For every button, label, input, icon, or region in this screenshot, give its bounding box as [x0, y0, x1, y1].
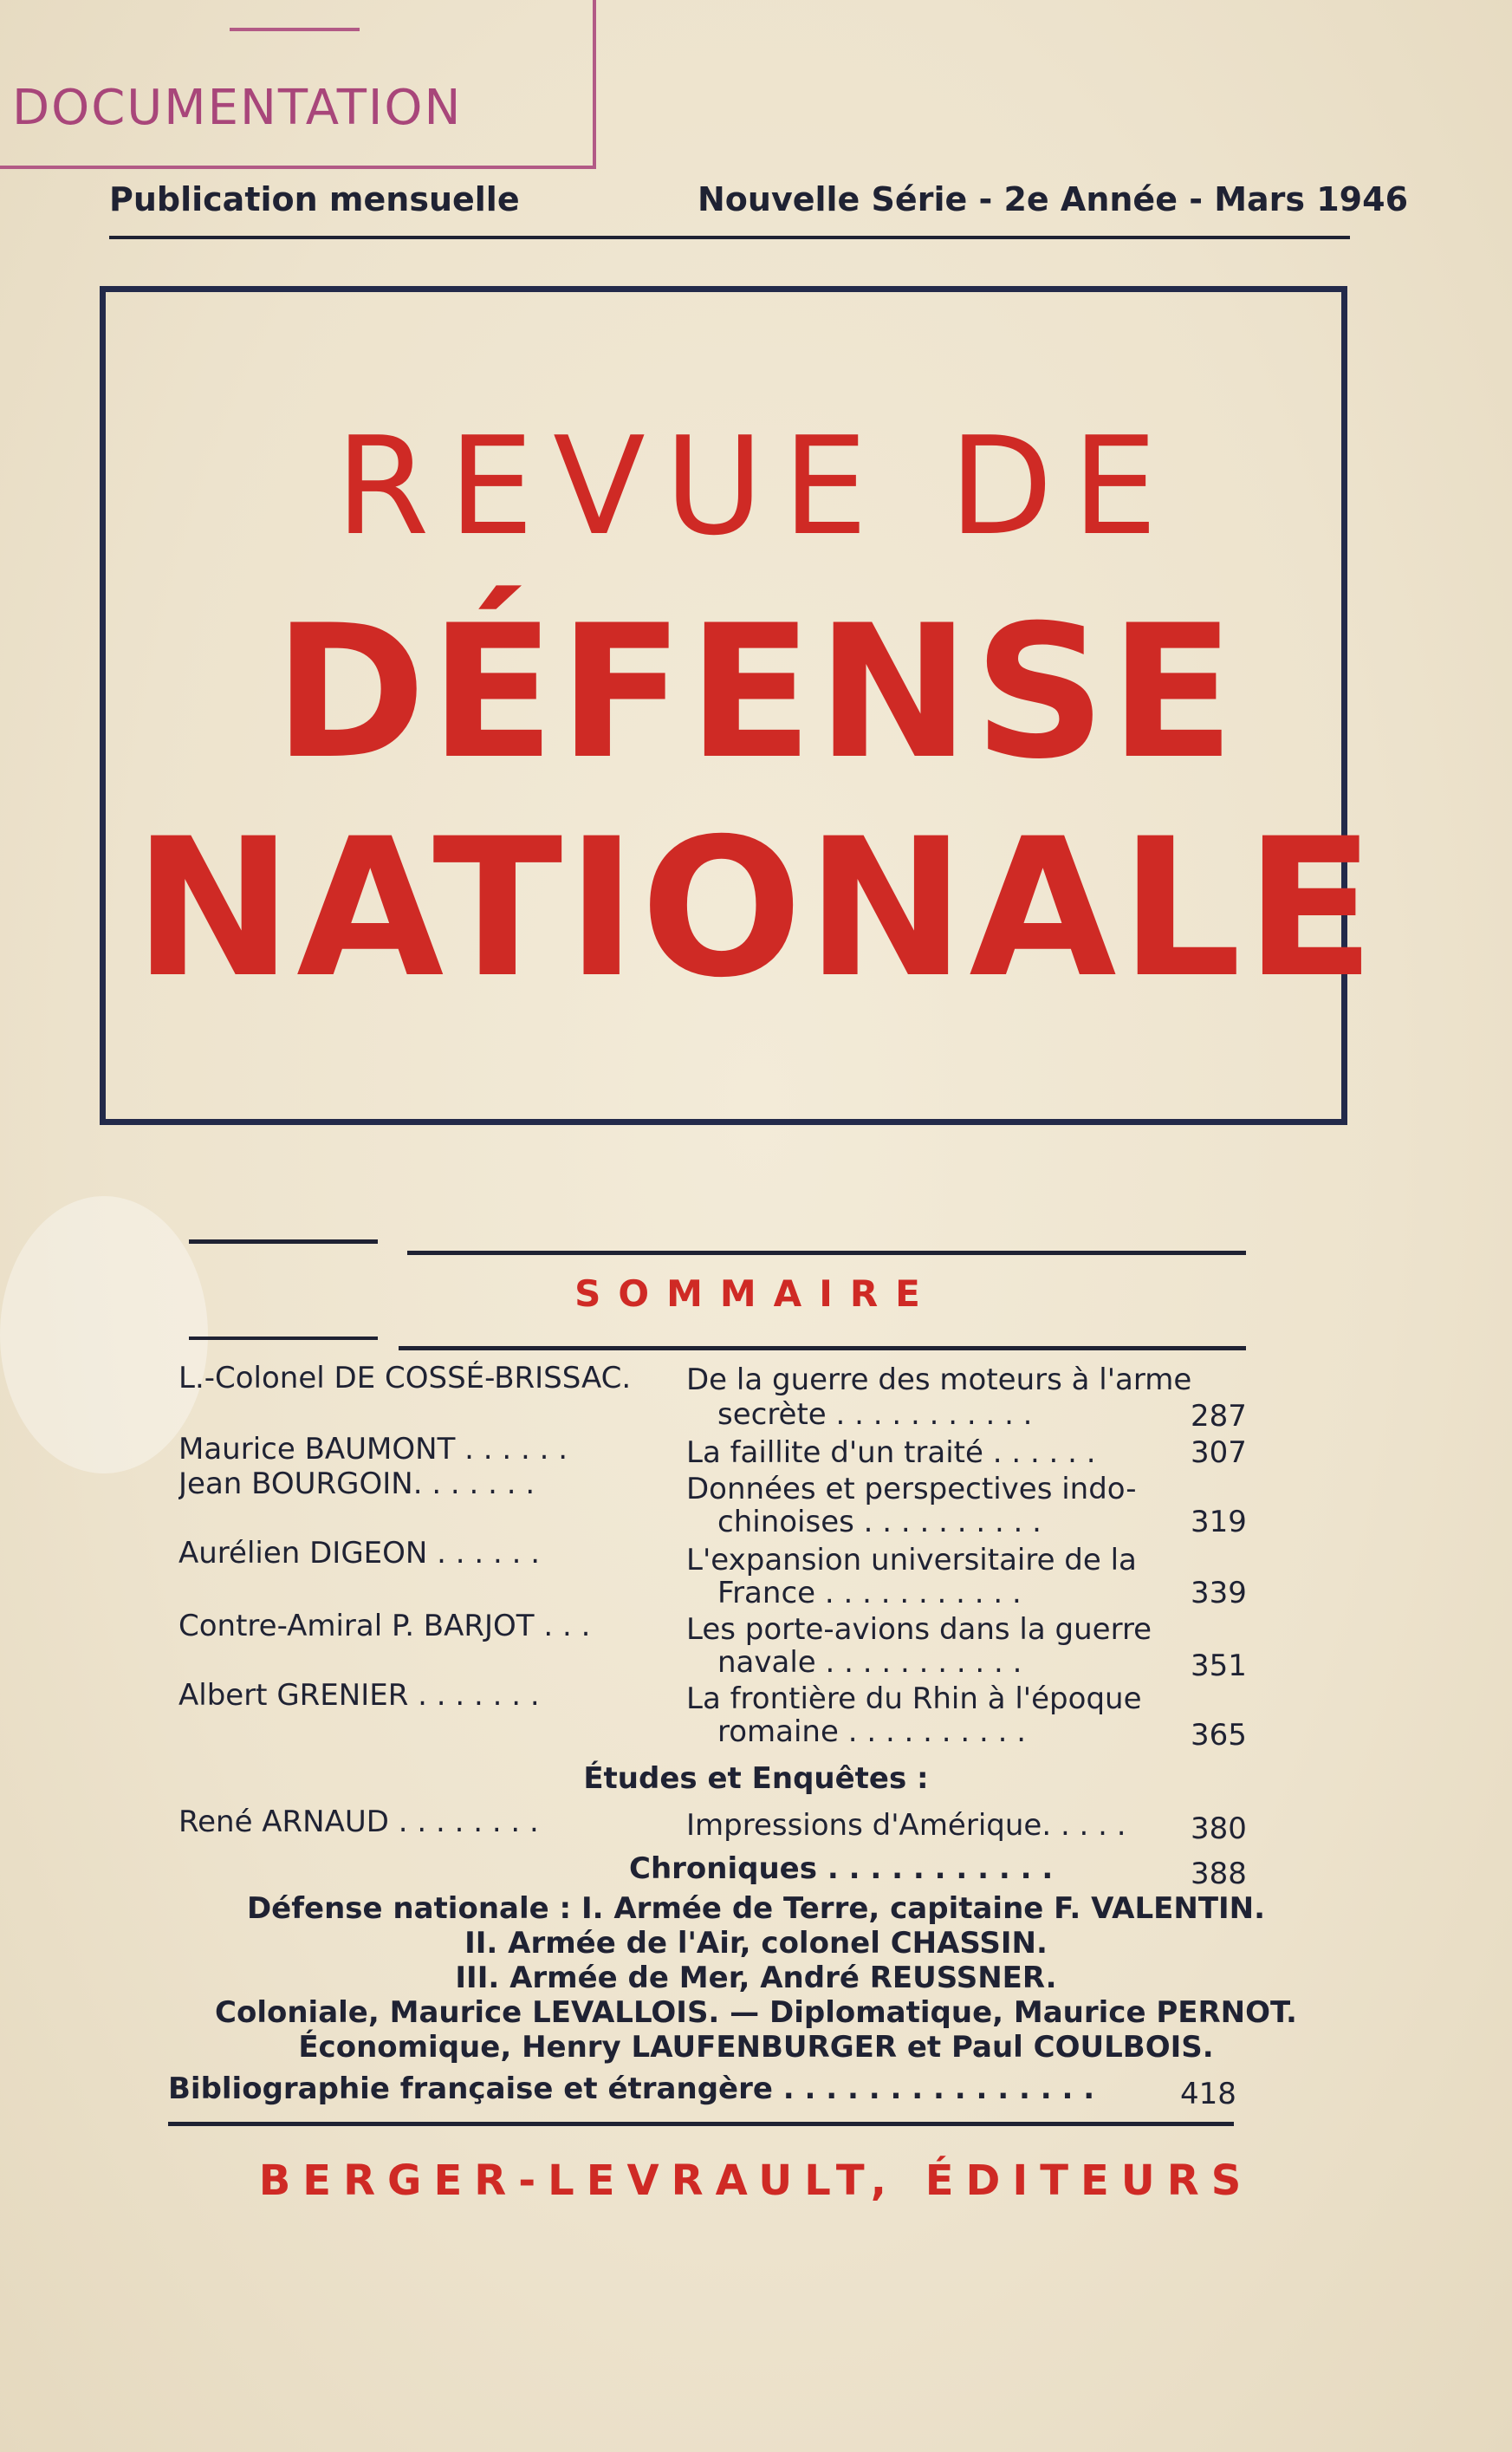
bibliographie-label: Bibliographie française et étrangère . . . . . . . . . . . . . . .: [168, 2072, 1095, 2106]
title-line-2: DÉFENSE: [273, 585, 1239, 799]
toc-title-cont: romaine . . . . . . . . . .: [717, 1714, 1027, 1749]
toc-title: L'expansion universitaire de la: [686, 1543, 1137, 1577]
toc-page: 380: [1191, 1811, 1247, 1846]
chroniques-label: Chroniques . . . . . . . . . . .: [629, 1851, 1054, 1886]
toc-author: Albert GRENIER . . . . . . .: [178, 1678, 540, 1713]
paper-stain: [0, 1196, 208, 1473]
toc-title: Les porte-avions dans la guerre: [686, 1612, 1152, 1647]
toc-author: Aurélien DIGEON . . . . . .: [178, 1536, 541, 1571]
toc-author: Contre-Amiral P. BARJOT . . .: [178, 1609, 591, 1643]
title-line-1: REVUE DE: [335, 407, 1177, 565]
toc-title-cont: France . . . . . . . . . . .: [717, 1576, 1022, 1610]
chroniques-line: III. Armée de Mer, André REUSSNER.: [455, 1961, 1057, 1995]
publisher: BERGER-LEVRAULT, ÉDITEURS: [258, 2156, 1254, 2205]
toc-title-cont: chinoises . . . . . . . . . .: [717, 1505, 1042, 1539]
toc-page: 339: [1191, 1576, 1247, 1610]
issue-info: Nouvelle Série - 2e Année - Mars 1946: [698, 180, 1409, 218]
toc-page: 319: [1191, 1505, 1247, 1539]
toc-title: La faillite d'un traité . . . . . .: [686, 1435, 1096, 1470]
toc-title: La frontière du Rhin à l'époque: [686, 1681, 1142, 1716]
toc-rule-right: [399, 1346, 1246, 1350]
header-rule: [109, 236, 1350, 239]
footer-rule: [168, 2122, 1234, 2126]
toc-author: Jean BOURGOIN. . . . . . .: [178, 1467, 535, 1501]
chroniques-line: Coloniale, Maurice LEVALLOIS. — Diplomatique, Maurice PERNOT.: [215, 1995, 1297, 2030]
toc-page: 287: [1191, 1399, 1247, 1434]
title-line-3: NATIONALE: [133, 797, 1379, 1019]
toc-author: Maurice BAUMONT . . . . . .: [178, 1432, 568, 1467]
toc-page: 365: [1191, 1718, 1247, 1753]
chroniques-line: Défense nationale : I. Armée de Terre, capitaine F. VALENTIN.: [246, 1891, 1266, 1926]
toc-title-cont: navale . . . . . . . . . . .: [717, 1645, 1022, 1680]
sommaire-rule-left: [189, 1239, 378, 1244]
toc-page: 388: [1191, 1857, 1247, 1891]
toc-author: René ARNAUD . . . . . . . .: [178, 1805, 539, 1839]
toc-title-cont: secrète . . . . . . . . . . .: [717, 1397, 1033, 1432]
toc-title: Données et perspectives indo-: [686, 1472, 1137, 1506]
sommaire-rule-right: [407, 1251, 1246, 1255]
toc-title: Impressions d'Amérique. . . . .: [686, 1808, 1126, 1843]
toc-page: 418: [1180, 2077, 1236, 2111]
stamp-line: [230, 28, 360, 31]
toc-rule-left: [189, 1337, 378, 1340]
chroniques-line: II. Armée de l'Air, colonel CHASSIN.: [464, 1926, 1048, 1961]
toc-page: 351: [1191, 1649, 1247, 1683]
chroniques-line: Économique, Henry LAUFENBURGER et Paul COULBOIS.: [298, 2030, 1214, 2065]
stamp-text: DOCUMENTATION: [12, 80, 463, 136]
etudes-heading: Études et Enquêtes :: [583, 1761, 929, 1796]
toc-title: De la guerre des moteurs à l'arme: [686, 1363, 1192, 1397]
publication-frequency: Publication mensuelle: [109, 180, 520, 218]
toc-author: L.-Colonel DE COSSÉ-BRISSAC.: [178, 1361, 632, 1395]
sommaire-heading: SOMMAIRE: [574, 1272, 938, 1315]
toc-page: 307: [1191, 1435, 1247, 1470]
